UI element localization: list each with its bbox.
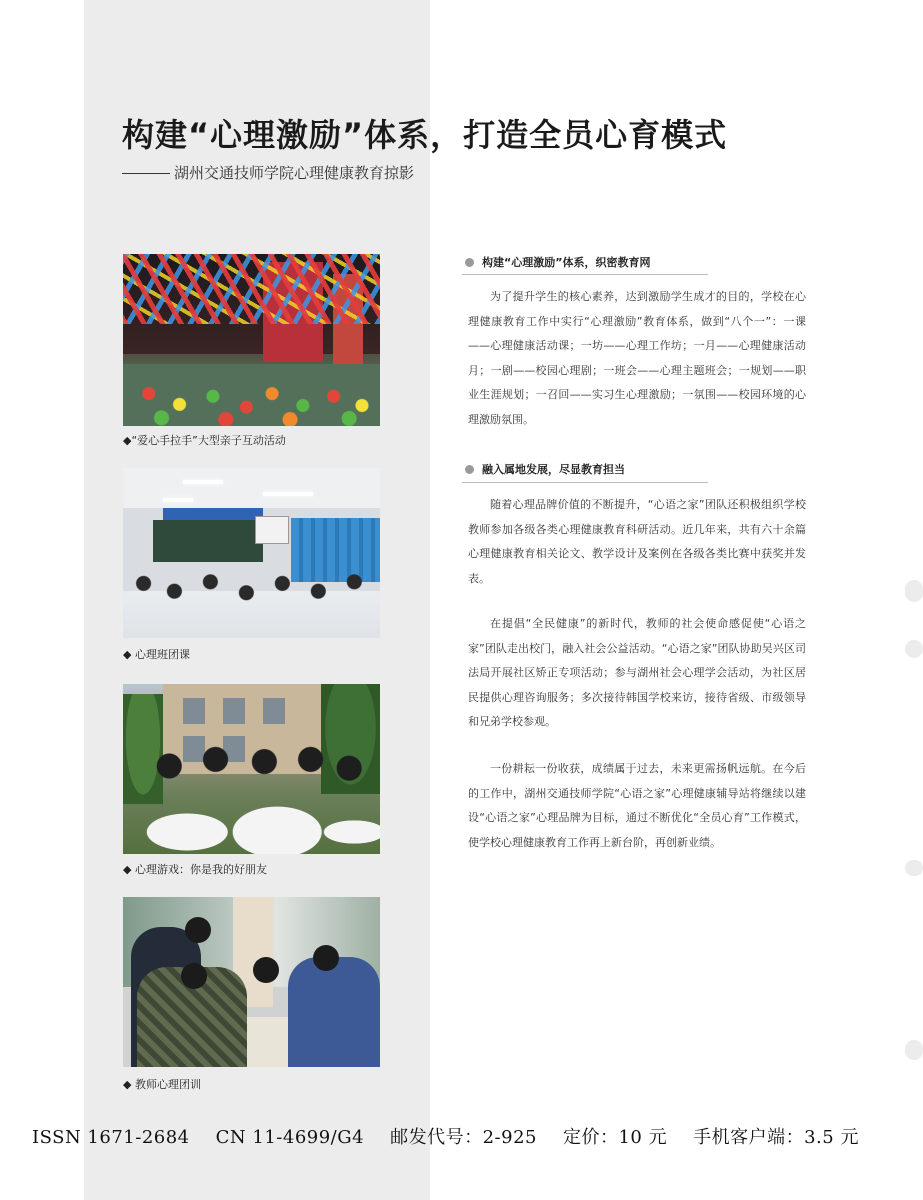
price: 定价：10 元 — [562, 1127, 668, 1148]
section-divider — [462, 482, 708, 483]
photo-window — [183, 698, 205, 724]
photo-crowd — [123, 372, 380, 426]
section-divider — [462, 274, 708, 275]
photo-window — [223, 698, 245, 724]
photo-students-hugging — [123, 744, 380, 854]
edge-decoration — [905, 580, 923, 602]
edge-decoration — [905, 860, 923, 876]
body-paragraph: 在提倡“全民健康”的新时代，教师的社会使命感促使“心语之家”团队走出校门，融入社会公益活动。“心语之家”团队协助吴兴区司法局开展社区矫正专项活动；参与湖州社会心理学会活动，为社区居民提供心理咨询服务；多次接待韩国学校来访，接待省级、市级领导和兄弟学校参观。 — [468, 617, 806, 728]
publication-info — [32, 1123, 859, 1149]
photo-head — [181, 963, 207, 989]
photo-psychology-class — [123, 468, 380, 638]
mobile-price: 手机客户端：3.5 元 — [693, 1127, 859, 1148]
body-paragraph: 为了提升学生的核心素养，达到激励学生成才的目的，学校在心理健康教育工作中实行“心理激励”教育体系，做到“八个一”：一课——心理健康活动课；一坊——心理工作坊；一月——心理健康活动月；一剧——校园心理剧；一班会——心理主题班会；一规划——职业生涯规划；一召回——实习生心理激励；一氛围——校园环境的心理激励氛围。 — [468, 290, 806, 426]
section-heading — [465, 254, 650, 270]
section-heading-text: 构建“心理激励”体系，织密教育网 — [482, 256, 651, 269]
issn-number: ISSN 1671-2684 — [32, 1127, 190, 1148]
edge-decoration — [905, 640, 923, 658]
photo-caption: ◆“爱心手拉手”大型亲子互动活动 — [123, 434, 286, 447]
photo-caption: ◆ 心理游戏：你是我的好朋友 — [123, 863, 267, 876]
photo-blue-banner — [163, 508, 263, 520]
photo-caption: ◆ 心理班团课 — [123, 648, 190, 661]
section-heading-text: 融入属地发展，尽显教育担当 — [482, 463, 625, 476]
page-title: 构建“心理激励”体系，打造全员心育模式 — [122, 116, 728, 154]
body-paragraph: 一份耕耘一份收获，成绩属于过去，未来更需扬帆远航。在今后的工作中，湖州交通技师学院“心语之家”心理健康辅导站将继续以建设“心语之家”心理品牌为目标，通过不断优化“全员心育”工作模式，使学校心理健康教育工作再上新台阶，再创新业绩。 — [468, 762, 806, 849]
cn-number: CN 11-4699/G4 — [215, 1127, 365, 1148]
postal-code: 邮发代号：2-925 — [390, 1127, 537, 1148]
photo-ceiling-light — [263, 492, 313, 496]
page-subtitle — [122, 162, 414, 183]
photo-head — [253, 957, 279, 983]
section-heading — [465, 461, 625, 477]
photo-caption: ◆ 教师心理团训 — [123, 1078, 201, 1091]
photo-head — [313, 945, 339, 971]
photo-ceiling-light — [163, 498, 193, 502]
photo-parent-child-activity — [123, 254, 380, 426]
photo-teacher-training — [123, 897, 380, 1067]
bullet-dot-icon — [465, 465, 474, 474]
photo-bunting-flags — [123, 254, 380, 324]
photo-ceiling-light — [183, 480, 223, 484]
photo-window — [263, 698, 285, 724]
subtitle-dash — [122, 173, 170, 174]
photo-ceiling — [123, 468, 380, 508]
photo-students — [123, 560, 380, 638]
subtitle-text: 湖州交通技师学院心理健康教育掠影 — [174, 164, 415, 182]
body-paragraph: 随着心理品牌价值的不断提升，“心语之家”团队还积极组织学校教师参加各级各类心理健康教育科研活动。近几年来，共有六十余篇心理健康教育相关论文、教学设计及案例在各级各类比赛中获奖并发表。 — [468, 498, 806, 585]
photo-friendship-game — [123, 684, 380, 854]
edge-decoration — [905, 1040, 923, 1060]
photo-blackboard — [153, 520, 263, 562]
photo-teacher — [288, 957, 380, 1067]
photo-projector-screen — [255, 516, 289, 544]
bullet-dot-icon — [465, 258, 474, 267]
photo-head — [185, 917, 211, 943]
